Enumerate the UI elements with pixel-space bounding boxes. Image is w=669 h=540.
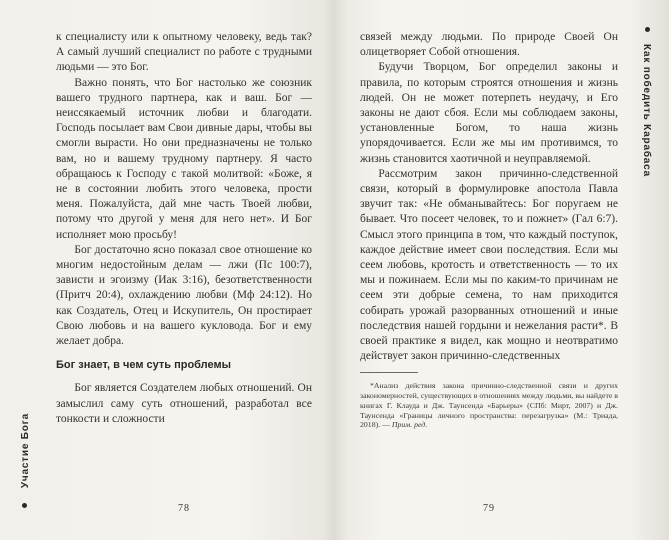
page-number-right: 79 bbox=[483, 503, 495, 514]
page-right bbox=[334, 0, 669, 540]
footnote-text: *Анализ действия закона причинно-следственной связи и других закономерностей, существующих в отношениях между людьми, вы найдете в книгах Г. Клауда и Дж. Таунсенда «Барьеры» (СПб: Мирт, 2007) и Дж. Таунсенда «Границы личного пространства: перезагрузка» (М.: Триада, 2018). — bbox=[360, 381, 618, 430]
left-margin-running-title: Участие Бога bbox=[20, 412, 31, 488]
section-marker-dot bbox=[645, 27, 650, 32]
page-left bbox=[0, 0, 334, 540]
paragraph: связей между людьми. По природе Своей Он олицетворяет Собой отношения. bbox=[360, 31, 618, 59]
paragraph: Бог является Создателем любых отношений. Он замыслил саму суть отношений, разработал все тонкости и сложности bbox=[56, 382, 312, 425]
footnote-block bbox=[360, 372, 618, 430]
left-page-text bbox=[56, 30, 312, 427]
right-page-text bbox=[360, 30, 618, 438]
footnote-editor-note: Прим. ред. bbox=[391, 420, 428, 430]
footnote-divider bbox=[360, 372, 418, 373]
paragraph: Рассмотрим закон причинно-следственной связи, который в формулировке апостола Павла звучит так: «Не обманывайтесь: Бог поругаем не бывает. Что посеет человек, то и пожнет» (Гал 6:7). Смысл этого принципа в том, что каждый поступок, каждое действие имеет свои последствия. Если мы сеем любовь, кротость и ответственность — то их мы и пожинаем. Если мы по каким-то причинам не сеем эти добрые семена, то нам приходится собирать урожай разорванных отношений и иные последствия нашей гордыни и нежелания расти*. В своей практике я видел, как мощно и неотвратимо действует закон причинно-следственных bbox=[360, 167, 618, 363]
paragraph: Важно понять, что Бог настолько же союзник вашего трудного партнера, как и ваш. Бог — неиссякаемый источник любви и благодати. Господь посылает вам Свои дивные дары, чтобы вы смогли вырасти. Но они предназначены не только вам, но и вашему трудному партнеру. Я часто обращаюсь к Господу с такой молитвой: «Боже, я не в состоянии любить этого человека, прости меня. Пожалуйста, дай мне часть Твоей любви, потому что другой у меня для него нет». И Бог исполняет мою просьбу! bbox=[56, 76, 312, 241]
paragraph: Будучи Творцом, Бог определил законы и правила, по которым строятся отношения и жизнь людей. Он не может потерпеть неудачу, и Его законы не дают сбоя. Если мы соблюдаем законы, установленные Богом, то наша жизнь упорядочивается. Если же мы им противимся, то жизнь становится хаотичной и неуправляемой. bbox=[360, 61, 618, 165]
page-number-left: 78 bbox=[178, 503, 190, 514]
paragraph: Бог достаточно ясно показал свое отношение ко многим недостойным делам — лжи (Пс 100:7), зависти и эгоизму (Иак 3:16), безответственности (Притч 20:4), охлаждению любви (Мф 24:12). Но как Создатель, Отец и Искупитель, Он простирает Свою любовь и на вашего кукловода. Бог и ему желает добра. bbox=[56, 243, 312, 348]
right-margin-running-title: Как победить Карабаса bbox=[641, 44, 652, 178]
paragraph: к специалисту или к опытному человеку, ведь так? А самый лучший специалист по работе с трудными людьми — это Бог. bbox=[56, 31, 312, 74]
section-marker-dot bbox=[22, 503, 27, 508]
footnote bbox=[360, 381, 618, 430]
section-heading: Бог знает, в чем суть проблемы bbox=[56, 359, 232, 372]
